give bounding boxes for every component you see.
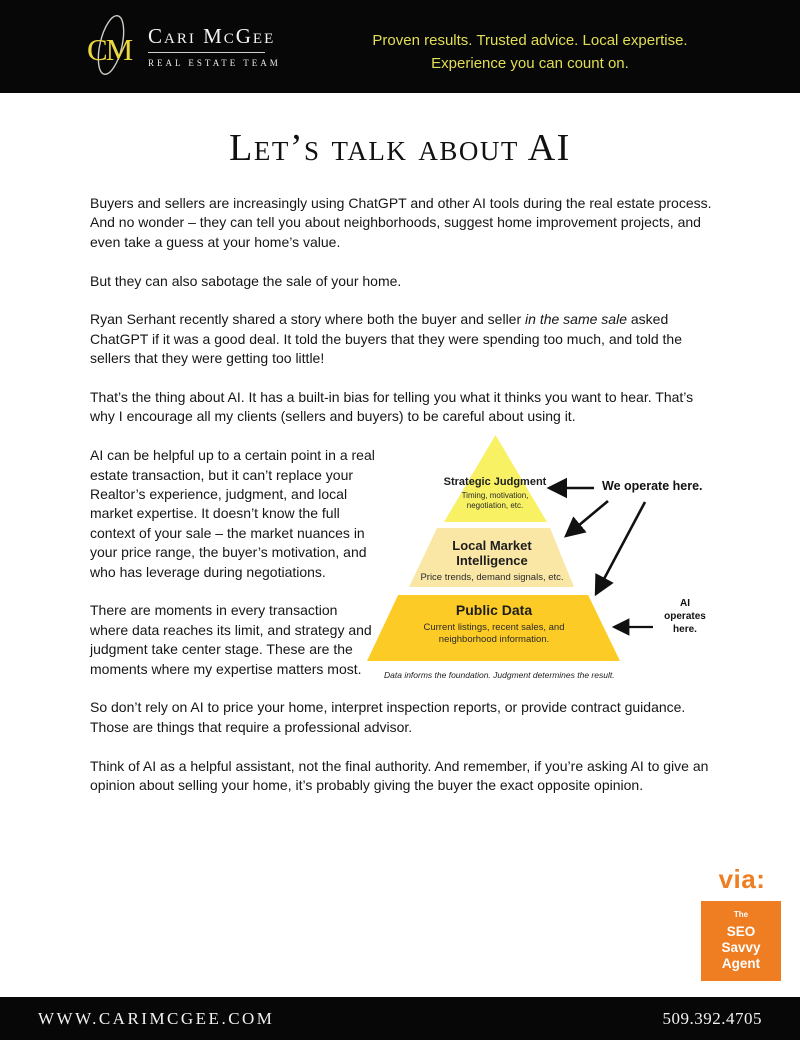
tagline-line-2: Experience you can count on.: [431, 55, 629, 72]
paragraph-dont-rely: So don’t rely on AI to price your home, interpret inspection reports, or provide contract guidance. Those are things that require a professional advisor.: [90, 699, 686, 735]
paragraph-ai-limits: AI can be helpful up to a certain point in a real estate transaction, but it can’t replace your Realtor’s experience, judgment, and local market expertise. It doesn’t know the full context of your sale – the market nuances in your price range, the buyer’s motivation, and who has leverage during negotiations.: [90, 447, 375, 580]
paragraph-sabotage: But they can also sabotage the sale of your home.: [90, 272, 402, 289]
footer-bar: [0, 997, 800, 1040]
brand-wordmark: [148, 24, 281, 68]
arrow-to-middle-tier: [566, 501, 608, 536]
ai-operates-here-label: AI operates here.: [664, 598, 706, 635]
brand-logo: [84, 12, 281, 80]
seo-savvy-agent-badge: [701, 901, 781, 981]
pyramid-diagram: [358, 430, 710, 692]
arrow-to-bottom-tier: [596, 502, 645, 594]
tier3-subtitle: Current listings, recent sales, and neighborhood information.: [423, 622, 565, 645]
brand-name: Cari McGee: [148, 24, 276, 48]
cm-monogram-icon: [84, 12, 142, 80]
paragraph-moments: There are moments in every transaction where data reaches its limit, and strategy and judgment take center stage. These are the moments where my expertise matters most.: [90, 602, 372, 677]
tagline-line-1: Proven results. Trusted advice. Local expertise.: [372, 32, 688, 49]
website-link[interactable]: WWW.CARIMCGEE.COM: [38, 1008, 275, 1028]
brand-subtitle: REAL ESTATE TEAM: [148, 52, 265, 68]
svg-text:CM: CM: [87, 32, 132, 67]
tier3-title: Public Data: [455, 602, 533, 618]
pyramid-arrows: [358, 430, 710, 692]
tier1-subtitle: Timing, motivation, negotiation, etc.: [461, 491, 529, 510]
paragraph-intro: Buyers and sellers are increasingly using ChatGPT and other AI tools during the real estate process. And no wonder – they can tell you about neighborhoods, suggest home improvement projects, and even take a guess at your home’s value.: [90, 195, 712, 250]
we-operate-here-label: We operate here.: [602, 479, 703, 493]
tier1-title: Strategic Judgment: [443, 476, 547, 488]
story-text-before: Ryan Serhant recently shared a story where both the buyer and seller: [90, 311, 526, 328]
paragraph-serhant-story: [90, 310, 714, 368]
badge-name-label: SEO Savvy Agent: [721, 924, 761, 971]
page-title: Let’s talk about AI: [229, 127, 571, 169]
header-tagline: [330, 29, 730, 75]
figure-caption: Data informs the foundation. Judgment determines the result.: [384, 670, 615, 680]
tier2-subtitle: Price trends, demand signals, etc.: [420, 572, 564, 583]
story-text-italic: in the same sale: [525, 311, 627, 328]
header-bar: [0, 0, 800, 93]
paragraph-assistant: Think of AI as a helpful assistant, not the final authority. And remember, if you’re asking AI to give an opinion about selling your home, it’s probably giving the buyer the exact opposite opinion.: [90, 757, 709, 794]
tier2-title: Local Market Intelligence: [452, 538, 532, 568]
paragraph-bias: That’s the thing about AI. It has a built-in bias for telling you what it thinks you want to hear. That’s why I encourage all my clients (sellers and buyers) to be careful about using it.: [90, 389, 694, 425]
badge-the-label: The: [733, 910, 749, 919]
attribution-block: [701, 864, 783, 981]
via-label: via:: [718, 864, 766, 894]
story-text-after: asked ChatGPT if it was a good deal. It told the buyers that they were spending too much, and told the sellers that they were getting too little!: [90, 311, 682, 367]
phone-number[interactable]: 509.392.4705: [662, 1008, 762, 1028]
